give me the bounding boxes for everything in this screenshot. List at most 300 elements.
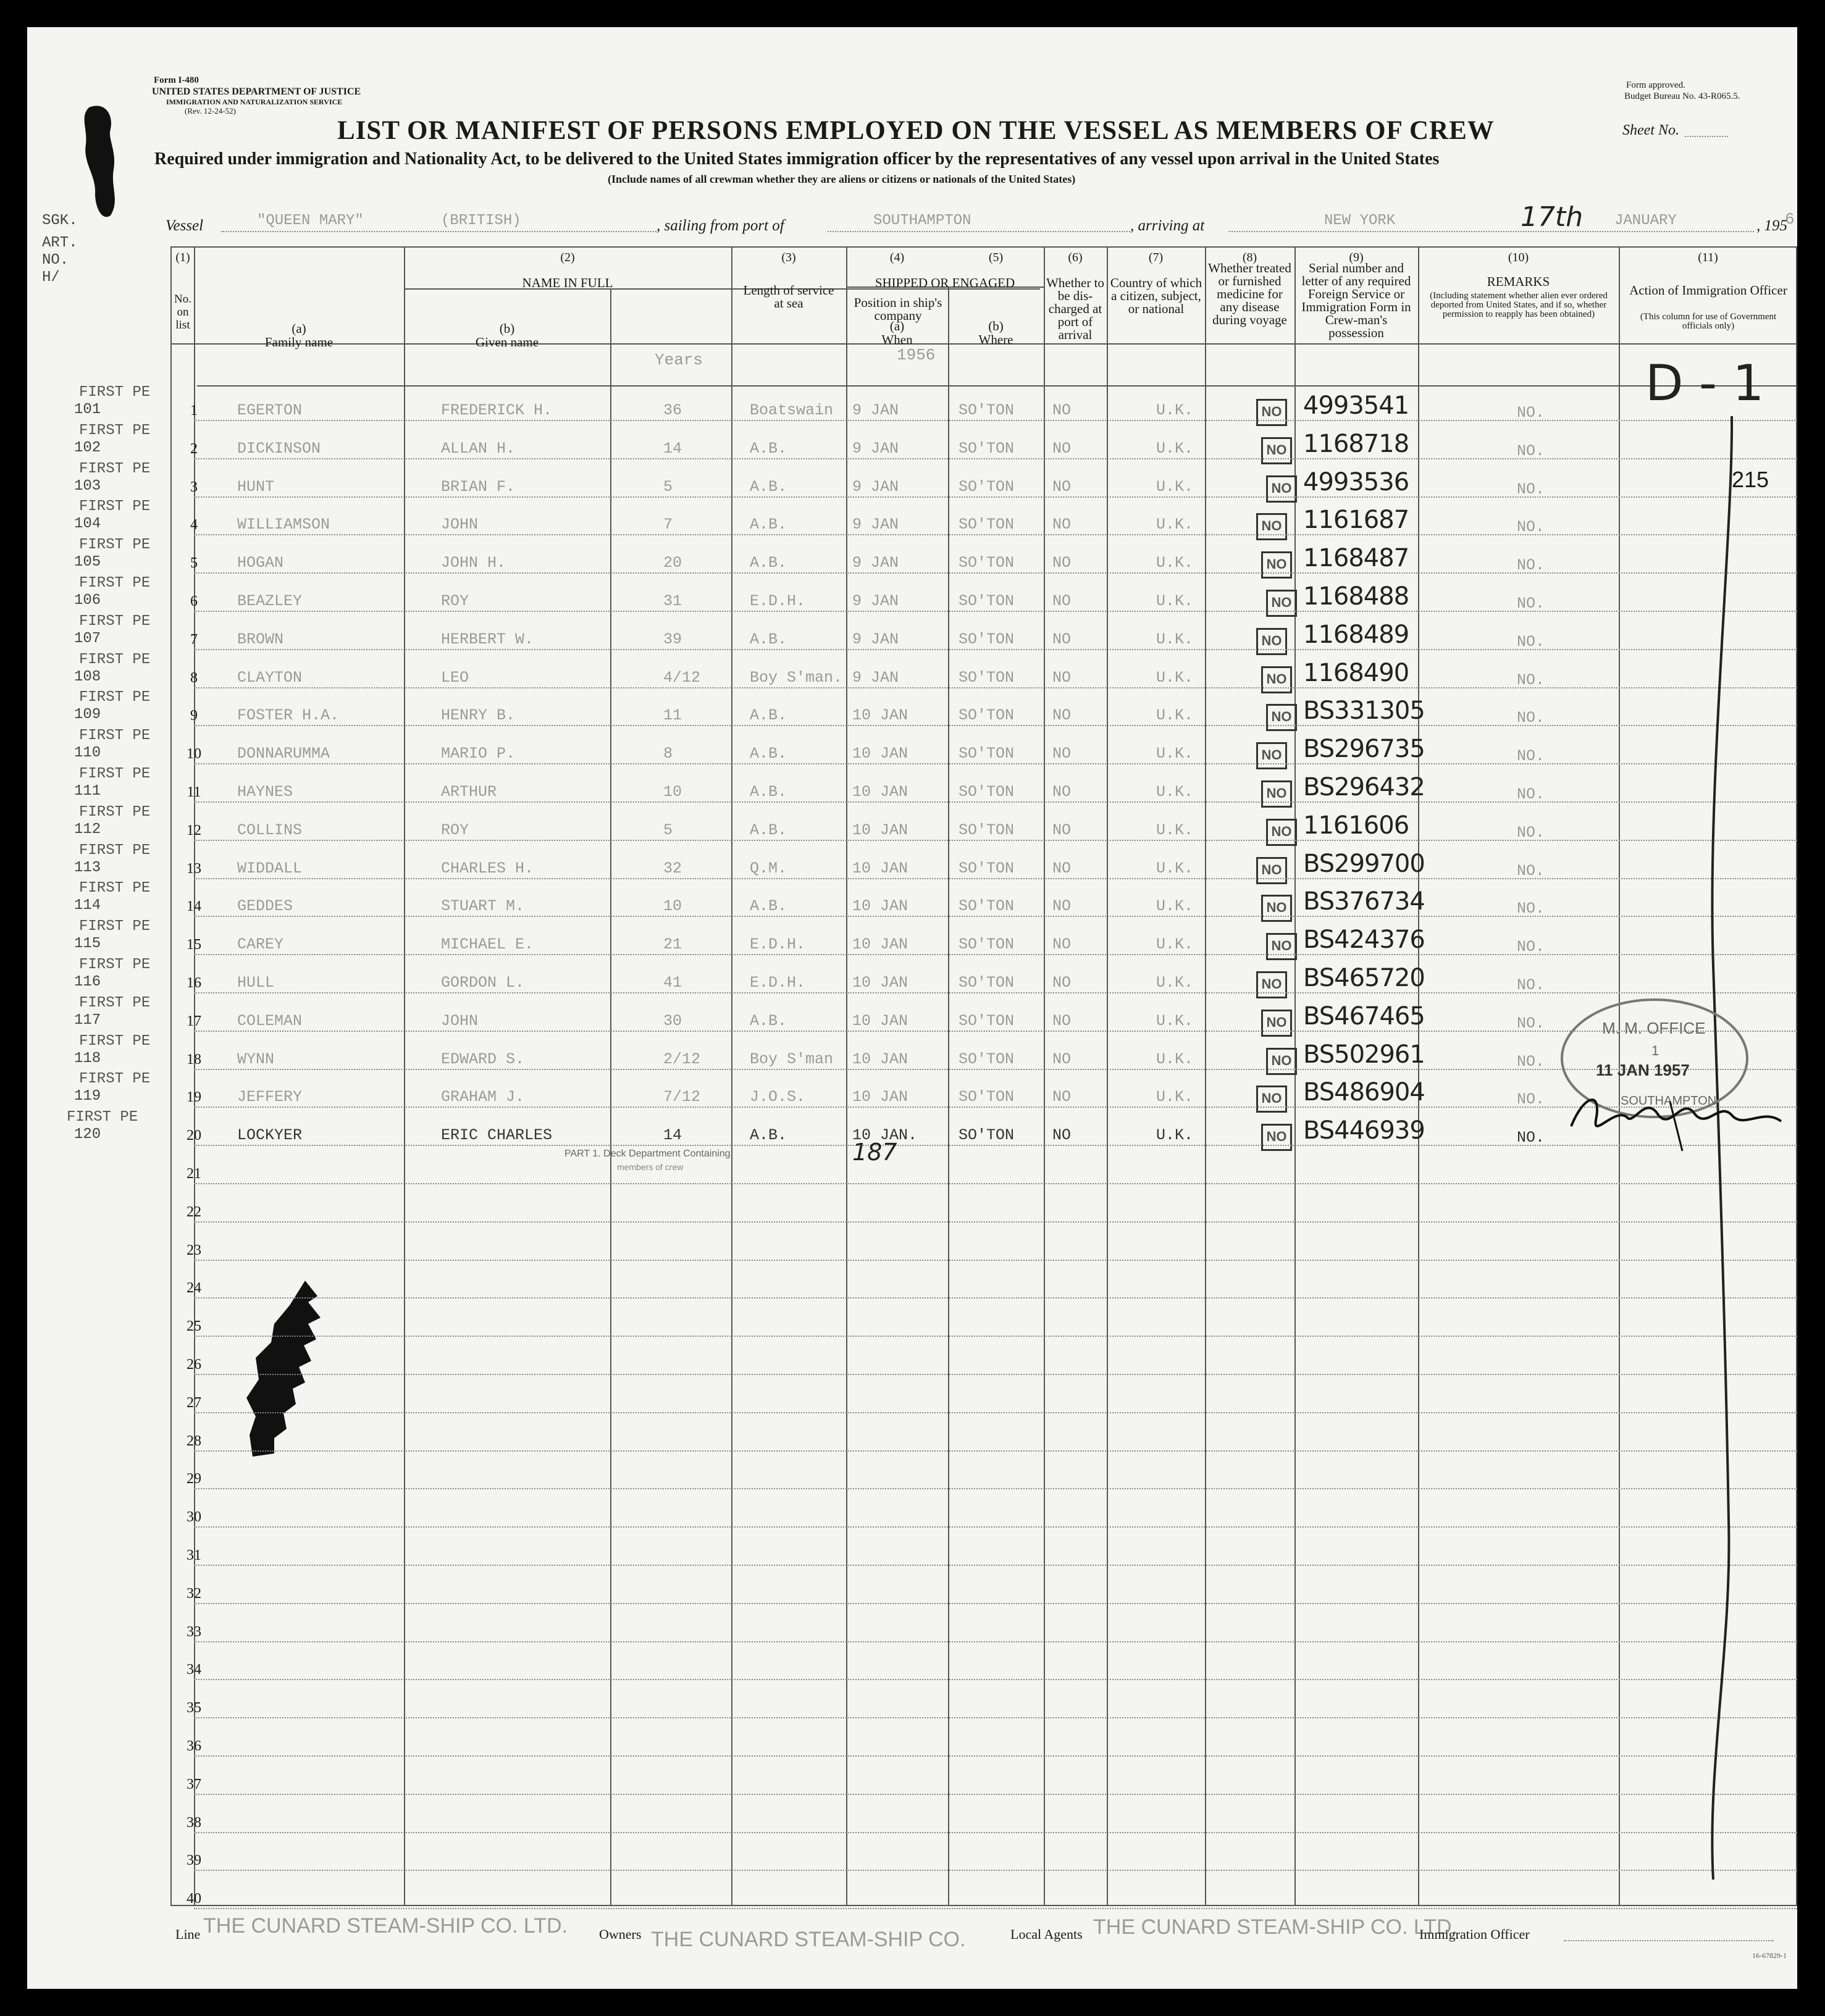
- crew-treated-stamp: NO: [1256, 1085, 1287, 1113]
- crew-discharged: NO: [1052, 859, 1072, 877]
- crew-given-name: EDWARD S.: [441, 1050, 525, 1068]
- crew-serial: BS467465: [1303, 1002, 1425, 1031]
- crew-shipped-when: 10 JAN: [852, 974, 908, 992]
- crew-family-name: BROWN: [237, 630, 284, 648]
- crew-discharged: NO: [1052, 516, 1072, 534]
- crew-given-name: MARIO P.: [441, 745, 516, 763]
- empty-row-number: 25: [187, 1318, 201, 1335]
- empty-row-number: 31: [187, 1547, 201, 1563]
- crew-length: 20: [663, 554, 682, 572]
- crew-margin-class: FIRST PE: [79, 537, 151, 554]
- crew-country: U.K.: [1156, 706, 1194, 725]
- empty-row-number: 29: [187, 1471, 201, 1487]
- row-divider: [194, 1145, 1797, 1146]
- crew-shipped-when: 9 JAN: [852, 401, 899, 419]
- crew-length: 2/12: [663, 1050, 701, 1068]
- crew-position: E.D.H.: [750, 592, 806, 610]
- crew-length: 31: [663, 592, 682, 610]
- crew-given-name: STUART M.: [441, 897, 525, 916]
- form-note: (Include names of all crewman whether they are aliens or citizens or nationals of the United States): [608, 173, 1076, 185]
- crew-margin-class: FIRST PE: [79, 918, 151, 935]
- empty-row-number: 23: [187, 1242, 201, 1258]
- crew-remarks: NO.: [1517, 556, 1545, 575]
- col-line-4: [846, 246, 847, 1906]
- sheet-label: Sheet No.: [1622, 122, 1679, 138]
- crew-country: U.K.: [1156, 630, 1194, 648]
- department: UNITED STATES DEPARTMENT OF JUSTICE: [152, 86, 361, 97]
- crew-serial: BS502961: [1303, 1040, 1425, 1069]
- crew-treated-stamp: NO: [1256, 742, 1287, 769]
- crew-shipped-where: SO'TON: [959, 630, 1015, 648]
- crew-serial: 1168490: [1303, 658, 1409, 687]
- crew-margin-class: FIRST PE: [79, 1071, 151, 1088]
- row-divider: [194, 534, 1797, 535]
- crew-given-name: BRIAN F.: [441, 477, 516, 496]
- crew-margin-class: FIRST PE: [79, 766, 151, 782]
- crew-margin-class: FIRST PE: [79, 384, 151, 401]
- crew-remarks: NO.: [1517, 1014, 1545, 1032]
- crew-position: A.B.: [750, 554, 787, 572]
- crew-discharged: NO: [1052, 668, 1072, 687]
- crew-country: U.K.: [1156, 668, 1194, 687]
- revision: (Rev. 12-24-52): [185, 106, 236, 115]
- crew-discharged: NO: [1052, 477, 1072, 496]
- row-divider: [194, 420, 1797, 421]
- crew-given-name: ALLAN H.: [441, 439, 516, 458]
- footer-line-stamp: THE CUNARD STEAM-SHIP CO. LTD.: [203, 1914, 568, 1938]
- crew-discharged: NO: [1052, 897, 1072, 916]
- form-approved: Form approved.: [1626, 80, 1685, 90]
- crew-remarks: NO.: [1517, 518, 1545, 537]
- crew-length: 11: [663, 706, 682, 725]
- col-head-position: Position in ship's company: [854, 295, 942, 323]
- col-num-1: (1): [175, 251, 190, 264]
- crew-margin-tag: 115: [74, 935, 101, 953]
- part-count: 187: [852, 1139, 897, 1166]
- crew-position: A.B.: [750, 516, 787, 534]
- crew-discharged: NO: [1052, 745, 1072, 763]
- empty-row-number: 22: [187, 1203, 201, 1220]
- crew-given-name: ROY: [441, 592, 469, 610]
- crew-margin-class: FIRST PE: [79, 994, 151, 1011]
- crew-shipped-when: 10 JAN: [852, 821, 908, 839]
- crew-remarks: NO.: [1517, 1090, 1545, 1109]
- empty-row-number: 38: [187, 1814, 201, 1831]
- crew-shipped-where: SO'TON: [959, 1011, 1015, 1030]
- crew-shipped-where: SO'TON: [959, 974, 1015, 992]
- crew-family-name: DONNARUMMA: [237, 745, 330, 763]
- crew-margin-tag: 118: [74, 1050, 101, 1067]
- crew-serial: BS296735: [1303, 735, 1425, 764]
- crew-margin-class: FIRST PE: [79, 880, 151, 897]
- crew-margin-class: FIRST PE: [67, 1109, 138, 1126]
- crew-shipped-where: SO'TON: [959, 1050, 1015, 1068]
- crew-country: U.K.: [1156, 745, 1194, 763]
- crew-position: Boatswain: [750, 401, 834, 419]
- crew-length: 21: [663, 935, 682, 954]
- crew-treated-stamp: NO: [1256, 971, 1287, 998]
- empty-row-number: 35: [187, 1700, 201, 1717]
- col-num-10: (10): [1508, 251, 1529, 264]
- crew-family-name: JEFFERY: [237, 1088, 303, 1106]
- crew-family-name: WYNN: [237, 1050, 275, 1068]
- col-line-10: [1418, 246, 1419, 1906]
- crew-margin-class: FIRST PE: [79, 956, 151, 973]
- part-note-2: members of crew: [617, 1162, 684, 1172]
- footer-agents-label: Local Agents: [1010, 1926, 1083, 1942]
- col-head-shipped: SHIPPED OR ENGAGED: [875, 275, 1015, 290]
- crew-treated-stamp: NO: [1261, 551, 1292, 579]
- crew-shipped-where: SO'TON: [959, 516, 1015, 534]
- col-num-6: (6): [1068, 251, 1083, 264]
- vessel-line: [221, 231, 657, 232]
- manifest-sheet: [27, 27, 1797, 1989]
- crew-position: Boy S'man.: [750, 668, 843, 687]
- crew-margin-class: FIRST PE: [79, 727, 151, 745]
- col-head-remarks: REMARKS: [1487, 274, 1550, 289]
- crew-country: U.K.: [1156, 439, 1194, 458]
- crew-margin-tag: 112: [74, 821, 101, 838]
- year-digit: 6: [1785, 210, 1795, 228]
- crew-family-name: DICKINSON: [237, 439, 321, 458]
- crew-shipped-when: 10 JAN: [852, 1088, 908, 1106]
- crew-position: Q.M.: [750, 859, 787, 877]
- crew-shipped-when: 10 JAN: [852, 706, 908, 725]
- row-divider: [194, 916, 1797, 917]
- col-head-when: When: [881, 332, 913, 347]
- crew-remarks: NO.: [1517, 900, 1545, 918]
- row-divider: [194, 458, 1797, 459]
- crew-serial: 1168718: [1303, 429, 1409, 458]
- crew-serial: 1161687: [1303, 506, 1409, 535]
- empty-row-number: 39: [187, 1852, 201, 1869]
- port-to-line: [1229, 231, 1754, 232]
- stamp-line-2: 1: [1651, 1043, 1659, 1058]
- crew-position: A.B.: [750, 745, 787, 763]
- margin-label-3: NO.: [42, 252, 69, 269]
- margin-label-1: SGK.: [42, 212, 78, 229]
- crew-shipped-where: SO'TON: [959, 592, 1015, 610]
- crew-length: 36: [663, 401, 682, 419]
- crew-discharged: NO: [1052, 592, 1072, 610]
- crew-position: A.B.: [750, 439, 787, 458]
- crew-country: U.K.: [1156, 859, 1194, 877]
- crew-family-name: COLEMAN: [237, 1011, 303, 1030]
- crew-row-number: 17: [187, 1013, 201, 1029]
- crew-given-name: FREDERICK H.: [441, 401, 553, 419]
- crew-country: U.K.: [1156, 1088, 1194, 1106]
- crew-shipped-where: SO'TON: [959, 401, 1015, 419]
- row-divider: [194, 878, 1797, 879]
- empty-row-number: 36: [187, 1738, 201, 1754]
- crew-country: U.K.: [1156, 554, 1194, 572]
- crew-family-name: GEDDES: [237, 897, 293, 916]
- crew-shipped-where: SO'TON: [959, 859, 1015, 877]
- crew-margin-tag: 106: [74, 592, 101, 609]
- crew-discharged: NO: [1052, 1011, 1072, 1030]
- crew-country: U.K.: [1156, 401, 1194, 419]
- crew-given-name: MICHAEL E.: [441, 935, 534, 954]
- col-line-5: [948, 287, 949, 1906]
- crew-shipped-when: 9 JAN: [852, 477, 899, 496]
- crew-margin-tag: 116: [74, 974, 101, 990]
- crew-shipped-when: 10 JAN.: [852, 1126, 918, 1145]
- crew-length: 10: [663, 897, 682, 916]
- crew-remarks: NO.: [1517, 747, 1545, 766]
- crew-margin-tag: 109: [74, 706, 101, 724]
- crew-discharged: NO: [1052, 821, 1072, 839]
- crew-country: U.K.: [1156, 1011, 1194, 1030]
- crew-remarks: NO.: [1517, 785, 1545, 803]
- row-divider: [194, 1755, 1797, 1757]
- footer-officer-line: [1564, 1940, 1774, 1941]
- year-when-label: 1956: [897, 346, 936, 364]
- footer-owners-stamp: THE CUNARD STEAM-SHIP CO.: [651, 1928, 966, 1951]
- crew-margin-class: FIRST PE: [79, 422, 151, 439]
- form-subtitle: Required under immigration and Nationality Act, to be delivered to the United States immigration officer by the representatives of any vessel upon arrival in the United States: [154, 149, 1440, 169]
- crew-shipped-when: 9 JAN: [852, 554, 899, 572]
- crew-margin-tag: 105: [74, 554, 101, 571]
- crew-row-number: 11: [187, 784, 201, 800]
- row-divider: [194, 1336, 1797, 1337]
- crew-treated-stamp: NO: [1261, 895, 1292, 922]
- crew-treated-stamp: NO: [1261, 1010, 1292, 1037]
- row-divider: [194, 1526, 1797, 1528]
- crew-country: U.K.: [1156, 1126, 1194, 1145]
- crew-country: U.K.: [1156, 783, 1194, 801]
- crew-remarks: NO.: [1517, 709, 1545, 727]
- ink-blot-top: [77, 101, 126, 225]
- crew-shipped-where: SO'TON: [959, 745, 1015, 763]
- row-divider: [194, 1717, 1797, 1718]
- header-divider-2: [197, 385, 1797, 387]
- crew-margin-tag: 103: [74, 477, 101, 495]
- crew-position: A.B.: [750, 783, 787, 801]
- col-head-country: Country of which a citizen, subject, or national: [1110, 275, 1202, 316]
- crew-given-name: HERBERT W.: [441, 630, 534, 648]
- crew-shipped-where: SO'TON: [959, 477, 1015, 496]
- crew-family-name: FOSTER H.A.: [237, 706, 340, 725]
- col-head-given: Given name: [475, 335, 539, 349]
- row-divider: [194, 1679, 1797, 1680]
- crew-remarks: NO.: [1517, 441, 1545, 460]
- crew-serial: BS331305: [1303, 696, 1425, 726]
- footer-line-label: Line: [175, 1926, 201, 1942]
- crew-position: E.D.H.: [750, 974, 806, 992]
- action-mark: D - 1: [1645, 354, 1764, 412]
- crew-row-number: 15: [187, 937, 201, 953]
- row-divider: [194, 1183, 1797, 1184]
- crew-margin-tag: 114: [74, 897, 101, 914]
- row-divider: [194, 1297, 1797, 1299]
- crew-family-name: EGERTON: [237, 401, 303, 419]
- years-label: Years: [655, 351, 703, 369]
- col-head-remarks-note: (Including statement whether alien ever ordered deported from United States, and if so, whether permission to reapply has been obtained): [1430, 291, 1608, 319]
- crew-treated-stamp: NO: [1256, 513, 1287, 540]
- crew-discharged: NO: [1052, 1126, 1072, 1145]
- crew-margin-class: FIRST PE: [79, 575, 151, 592]
- row-divider: [194, 1565, 1797, 1566]
- crew-shipped-where: SO'TON: [959, 706, 1015, 725]
- crew-length: 10: [663, 783, 682, 801]
- crew-row-number: 2: [190, 440, 198, 457]
- crew-serial: 1168489: [1303, 620, 1409, 649]
- crew-remarks: NO.: [1517, 861, 1545, 880]
- crew-serial: BS486904: [1303, 1078, 1425, 1107]
- crew-margin-class: FIRST PE: [79, 689, 151, 706]
- crew-row-number: 1: [190, 403, 198, 419]
- row-divider: [194, 1374, 1797, 1375]
- crew-treated-stamp: NO: [1266, 590, 1297, 617]
- col-line-8: [1205, 246, 1206, 1906]
- arrival-day: 17th: [1521, 201, 1584, 233]
- crew-remarks: NO.: [1517, 671, 1545, 689]
- vessel-label: Vessel: [166, 217, 204, 234]
- crew-position: A.B.: [750, 1126, 787, 1145]
- form-number: Form I-480: [154, 75, 199, 85]
- crew-shipped-when: 9 JAN: [852, 439, 899, 458]
- crew-shipped-when: 10 JAN: [852, 783, 908, 801]
- crew-position: A.B.: [750, 706, 787, 725]
- stamp-line-1: M. M. OFFICE: [1602, 1019, 1706, 1037]
- port-from-line: [828, 231, 1130, 232]
- row-divider: [194, 649, 1797, 650]
- crew-row-number: 20: [187, 1127, 201, 1144]
- empty-row-number: 24: [187, 1280, 201, 1297]
- crew-serial: BS446939: [1303, 1116, 1425, 1145]
- crew-serial: 1161606: [1303, 811, 1409, 840]
- crew-shipped-when: 10 JAN: [852, 897, 908, 916]
- crew-country: U.K.: [1156, 516, 1194, 534]
- crew-treated-stamp: NO: [1261, 666, 1292, 693]
- crew-serial: BS424376: [1303, 926, 1425, 955]
- crew-length: 30: [663, 1011, 682, 1030]
- crew-shipped-where: SO'TON: [959, 1088, 1015, 1106]
- crew-family-name: HUNT: [237, 477, 275, 496]
- crew-shipped-when: 9 JAN: [852, 516, 899, 534]
- footer-officer-label: Immigration Officer: [1419, 1926, 1530, 1942]
- col-line-2: [404, 246, 405, 1906]
- crew-discharged: NO: [1052, 554, 1072, 572]
- crew-treated-stamp: NO: [1266, 933, 1297, 960]
- crew-shipped-where: SO'TON: [959, 554, 1015, 572]
- col-head-treated: Whether treated or furnished medicine for any disease during voyage: [1208, 261, 1291, 327]
- crew-margin-tag: 107: [74, 630, 101, 647]
- crew-row-number: 7: [190, 631, 198, 648]
- crew-row-number: 10: [187, 746, 201, 763]
- empty-row-number: 34: [187, 1662, 201, 1678]
- col-head-action-note: (This column for use of Government officials only): [1640, 312, 1777, 331]
- crew-remarks: NO.: [1517, 938, 1545, 956]
- crew-margin-class: FIRST PE: [79, 803, 151, 821]
- crew-row-number: 12: [187, 822, 201, 839]
- crew-shipped-where: SO'TON: [959, 439, 1015, 458]
- sheet-number-line: [1685, 136, 1728, 137]
- crew-length: 5: [663, 821, 673, 839]
- col-num-2: (2): [560, 251, 575, 264]
- row-divider: [194, 1221, 1797, 1223]
- crew-family-name: HAYNES: [237, 783, 293, 801]
- crew-remarks: NO.: [1517, 823, 1545, 842]
- empty-row-number: 21: [187, 1166, 201, 1182]
- crew-margin-class: FIRST PE: [79, 1032, 151, 1050]
- crew-discharged: NO: [1052, 439, 1072, 458]
- crew-country: U.K.: [1156, 974, 1194, 992]
- crew-treated-stamp: NO: [1256, 857, 1287, 884]
- vessel-name: "QUEEN MARY": [257, 212, 364, 229]
- arrival-month: JANUARY: [1614, 212, 1677, 229]
- crew-shipped-where: SO'TON: [959, 783, 1015, 801]
- crew-remarks: NO.: [1517, 480, 1545, 498]
- crew-margin-class: FIRST PE: [79, 651, 151, 668]
- crew-serial: BS465720: [1303, 964, 1425, 992]
- crew-length: 4/12: [663, 668, 701, 687]
- crew-length: 8: [663, 745, 673, 763]
- crew-margin-tag: 117: [74, 1011, 101, 1029]
- row-divider: [194, 840, 1797, 841]
- crew-given-name: CHARLES H.: [441, 859, 534, 877]
- col-line-3: [731, 246, 732, 1906]
- empty-row-number: 30: [187, 1509, 201, 1526]
- crew-family-name: BEAZLEY: [237, 592, 303, 610]
- crew-shipped-where: SO'TON: [959, 897, 1015, 916]
- crew-margin-class: FIRST PE: [79, 460, 151, 477]
- crew-shipped-where: SO'TON: [959, 935, 1015, 954]
- crew-given-name: ARTHUR: [441, 783, 497, 801]
- crew-remarks: NO.: [1517, 404, 1545, 422]
- crew-row-number: 9: [190, 708, 198, 724]
- crew-margin-tag: 101: [74, 401, 101, 418]
- col-head-family-sub: (a): [292, 321, 306, 336]
- crew-margin-tag: 110: [74, 745, 101, 762]
- crew-given-name: GORDON L.: [441, 974, 525, 992]
- row-divider: [194, 1603, 1797, 1604]
- crew-country: U.K.: [1156, 592, 1194, 610]
- crew-shipped-where: SO'TON: [959, 821, 1015, 839]
- row-divider: [194, 954, 1797, 955]
- crew-given-name: HENRY B.: [441, 706, 516, 725]
- crew-serial: BS296432: [1303, 773, 1425, 801]
- crew-margin-tag: 113: [74, 859, 101, 876]
- crew-treated-stamp: NO: [1256, 628, 1287, 655]
- crew-treated-stamp: NO: [1261, 1124, 1292, 1151]
- form-title: LIST OR MANIFEST OF PERSONS EMPLOYED ON THE VESSEL AS MEMBERS OF CREW: [337, 116, 1495, 145]
- crew-country: U.K.: [1156, 935, 1194, 954]
- crew-given-name: GRAHAM J.: [441, 1088, 525, 1106]
- col-head-where-sub: (b): [988, 319, 1004, 333]
- crew-row-number: 16: [187, 975, 201, 991]
- crew-row-number: 14: [187, 898, 201, 915]
- footer-owners-label: Owners: [599, 1926, 642, 1942]
- officer-signature: [1559, 1071, 1806, 1157]
- crew-row-number: 19: [187, 1089, 201, 1106]
- crew-discharged: NO: [1052, 1050, 1072, 1068]
- crew-family-name: LOCKYER: [237, 1126, 303, 1145]
- crew-country: U.K.: [1156, 897, 1194, 916]
- crew-shipped-when: 10 JAN: [852, 859, 908, 877]
- row-divider: [194, 496, 1797, 498]
- margin-label-2: ART.: [42, 235, 78, 251]
- crew-length: 41: [663, 974, 682, 992]
- row-divider: [194, 763, 1797, 764]
- crew-shipped-where: SO'TON: [959, 1126, 1015, 1145]
- crew-shipped-when: 10 JAN: [852, 1050, 908, 1068]
- crew-row-number: 5: [190, 555, 198, 572]
- crew-position: J.O.S.: [750, 1088, 806, 1106]
- col-head-when-sub: (a): [889, 319, 905, 333]
- crew-length: 7/12: [663, 1088, 701, 1106]
- col-num-8: (8): [1242, 251, 1257, 264]
